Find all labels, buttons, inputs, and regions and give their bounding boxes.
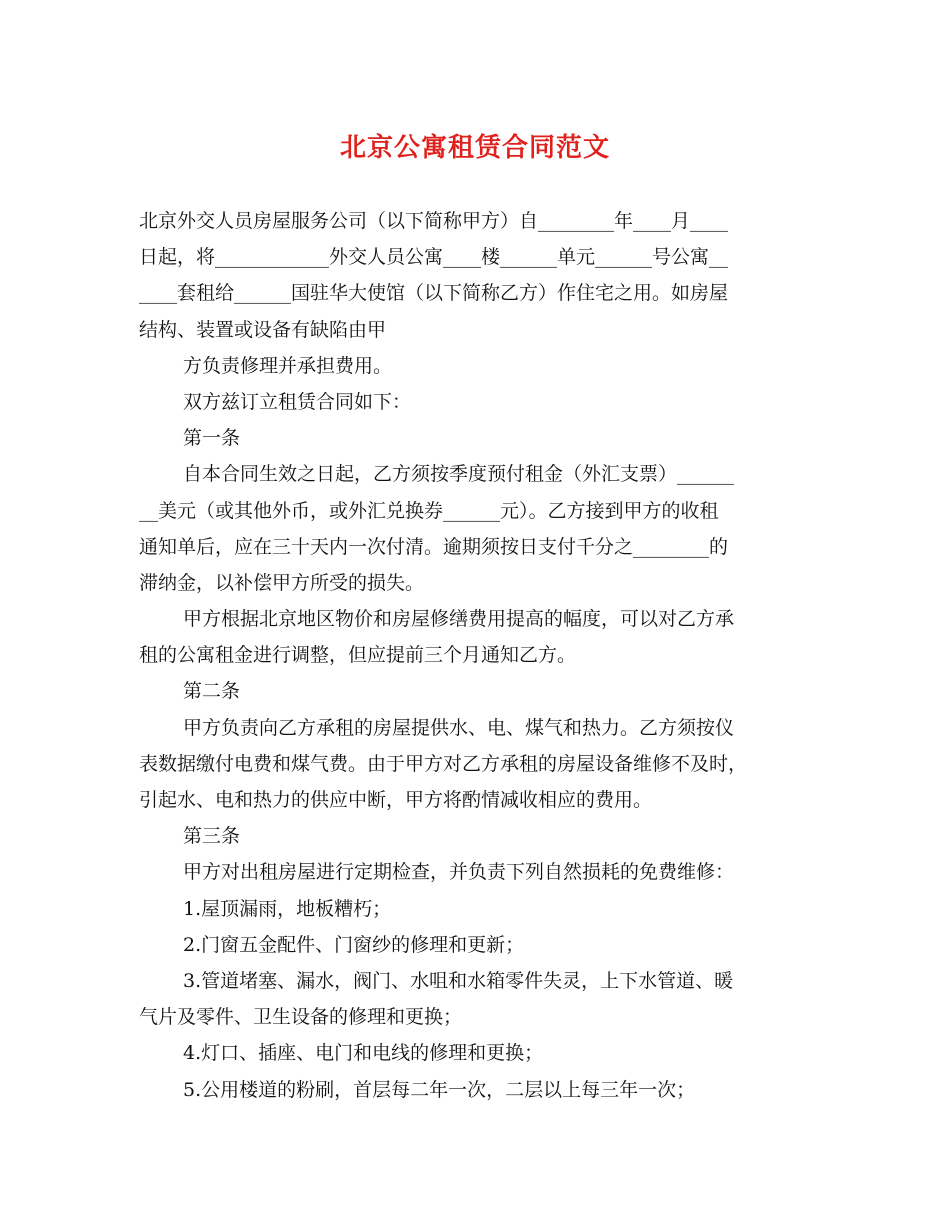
body-text-line: 4.灯口、插座、电门和电线的修理和更换； [183,1042,544,1065]
body-text-line: 3.管道堵塞、漏水，阀门、水咀和水箱零件失灵，上下水管道、暖 [183,969,734,992]
body-text-line: ____套租给______国驻华大使馆（以下简称乙方）作住宅之用。如房屋 [139,282,729,305]
body-text-line: 甲方对出租房屋进行定期检查，并负责下列自然损耗的免费维修： [183,861,735,884]
body-text-line: __美元（或其他外币，或外汇兑换券______元）。乙方接到甲方的收租 [139,499,719,522]
body-text-line: 结构、装置或设备有缺陷由甲 [139,318,387,341]
body-text-line: 引起水、电和热力的供应中断，甲方将酌情减收相应的费用。 [139,789,653,811]
body-text-line: 1.屋顶漏雨，地板糟朽； [183,897,392,920]
body-text-line: 第一条 [183,427,241,450]
body-text-line: 日起，将____________外交人员公寓____楼______单元______号公寓__ [139,246,729,269]
body-text-line: 方负责修理并承担费用。 [183,354,393,377]
body-text-line: 自本合同生效之日起，乙方须按季度预付租金（外汇支票）______ [183,463,735,486]
body-text-line: 2.门窗五金配件、门窗纱的修理和更新； [183,933,525,956]
body-text-line: 滞纳金，以补偿甲方所受的损失。 [139,571,425,594]
body-text-line: 5.公用楼道的粉刷，首层每二年一次，二层以上每三年一次； [183,1078,696,1101]
body-text-line: 甲方根据北京地区物价和房屋修缮费用提高的幅度，可以对乙方承 [183,608,735,631]
body-text-line: 租的公寓租金进行调整，但应提前三个月通知乙方。 [139,644,577,667]
body-text-line: 双方兹订立租赁合同如下： [183,390,412,413]
body-text-line: 气片及零件、卫生设备的修理和更换； [139,1006,463,1029]
body-text-line: 表数据缴付电费和煤气费。由于甲方对乙方承租的房屋设备维修不及时， [139,752,748,775]
body-text-line: 第二条 [183,680,241,703]
body-text-line: 第三条 [183,825,241,848]
body-text-line: 北京外交人员房屋服务公司（以下简称甲方）自________年____月____ [139,210,729,232]
body-text-line: 甲方负责向乙方承租的房屋提供水、电、煤气和热力。乙方须按仪 [183,716,735,739]
document-body [139,203,815,1108]
body-text-line: 通知单后，应在三十天内一次付清。逾期须按日支付千分之________的 [139,535,729,558]
document-title: 北京公寓租赁合同范文 [339,133,610,163]
